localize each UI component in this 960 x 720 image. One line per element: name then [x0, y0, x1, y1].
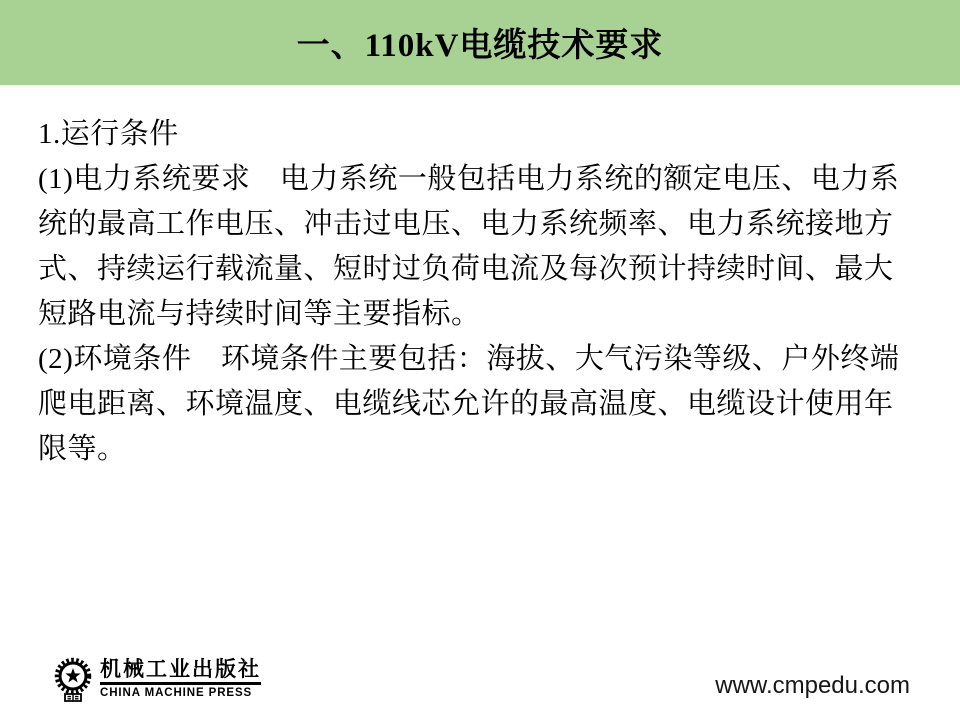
body-line: 限等。 [38, 433, 127, 465]
publisher-logo [52, 657, 261, 705]
slide-title: 一、110kV电缆技术要求 [296, 28, 664, 64]
publisher-text [100, 659, 261, 699]
body-line: 式、持续运行载流量、短时过负荷电流及每次预计持续时间、最大 [38, 253, 894, 285]
publisher-name-en: CHINA MACHINE PRESS [100, 687, 253, 699]
body-line: 统的最高工作电压、冲击过电压、电力系统频率、电力系统接地方 [38, 208, 894, 240]
body-line: (1)电力系统要求 电力系统一般包括电力系统的额定电压、电力系 [38, 163, 900, 195]
body-line: 1.运行条件 [38, 118, 179, 150]
title-bar [0, 0, 960, 85]
body-line: (2)环境条件 环境条件主要包括：海拔、大气污染等级、户外终端 [38, 343, 900, 375]
body-line: 短路电流与持续时间等主要指标。 [38, 298, 481, 330]
publisher-name-cn: 机械工业出版社 [100, 659, 261, 685]
body-line: 爬电距离、环境温度、电缆线芯允许的最高温度、电缆设计使用年 [38, 388, 894, 420]
slide-body [38, 112, 934, 472]
website-url: www.cmpedu.com [715, 672, 910, 699]
gear-star-book-logo-icon [52, 657, 94, 705]
